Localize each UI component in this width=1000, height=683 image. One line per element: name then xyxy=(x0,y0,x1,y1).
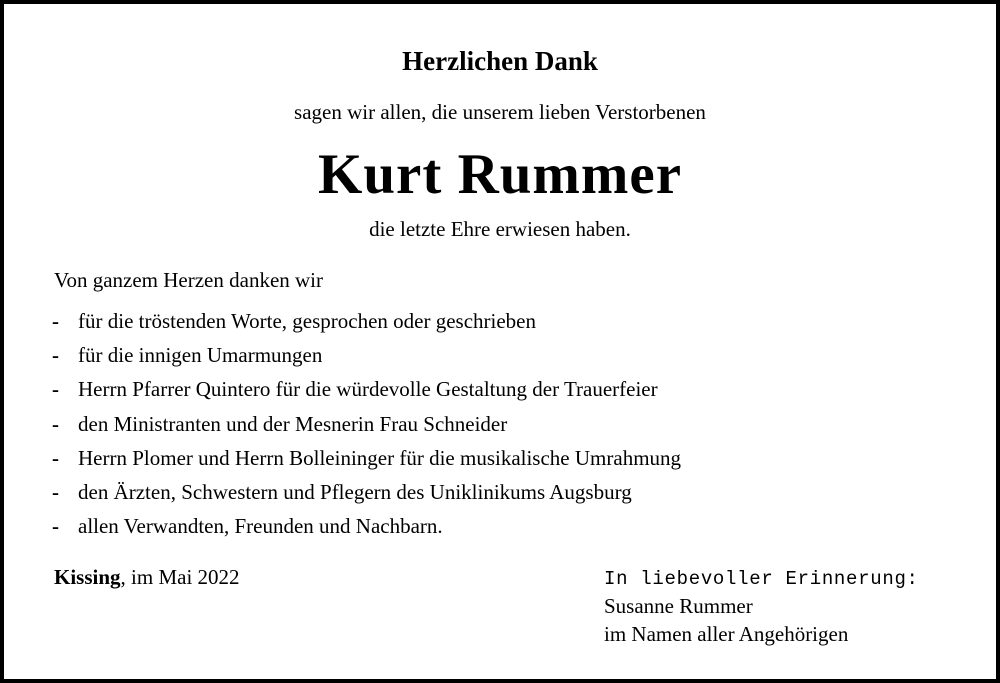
list-item-text: für die tröstenden Worte, gesprochen oder geschrieben xyxy=(78,309,537,333)
signature-line-1: In liebevoller Erinnerung: xyxy=(604,568,919,590)
deceased-name: Kurt Rummer xyxy=(318,143,682,206)
dash-marker: - xyxy=(52,309,59,333)
after-name-text: die letzte Ehre erwiesen haben. xyxy=(369,217,631,241)
dash-marker: - xyxy=(52,411,59,436)
thanks-intro: Von ganzem Herzen danken wir xyxy=(54,268,324,292)
dash-marker: - xyxy=(52,377,59,402)
list-item xyxy=(52,376,681,410)
dash-marker: - xyxy=(52,479,59,504)
list-item xyxy=(52,513,681,547)
dash-marker: - xyxy=(52,514,59,539)
signature-line-2: Susanne Rummer xyxy=(604,594,753,618)
dash-marker: - xyxy=(52,343,59,368)
intro-text: sagen wir allen, die unserem lieben Verstorbenen xyxy=(294,100,706,124)
list-item xyxy=(52,308,681,342)
signature-line-3: im Namen aller Angehörigen xyxy=(604,622,849,646)
list-item xyxy=(52,411,681,445)
list-item-text: den Ministranten und der Mesnerin Frau Schneider xyxy=(78,411,508,436)
list-item xyxy=(52,445,681,479)
list-item xyxy=(52,479,681,513)
list-item-text: für die innigen Umarmungen xyxy=(78,343,323,368)
list-item-text: den Ärzten, Schwestern und Pflegern des Uniklinikums Augsburg xyxy=(78,479,632,504)
place: Kissing xyxy=(54,565,121,589)
thanks-list xyxy=(52,308,681,547)
place-date xyxy=(54,565,240,590)
dash-marker: - xyxy=(52,445,59,470)
list-item-text: Herrn Pfarrer Quintero für die würdevolle Gestaltung der Trauerfeier xyxy=(78,377,658,402)
heading: Herzlichen Dank xyxy=(402,46,598,76)
list-item-text: allen Verwandten, Freunden und Nachbarn. xyxy=(78,514,443,539)
list-item xyxy=(52,342,681,376)
list-item-text: Herrn Plomer und Herrn Bolleininger für die musikalische Umrahmung xyxy=(78,445,682,470)
date: , im Mai 2022 xyxy=(120,565,240,589)
